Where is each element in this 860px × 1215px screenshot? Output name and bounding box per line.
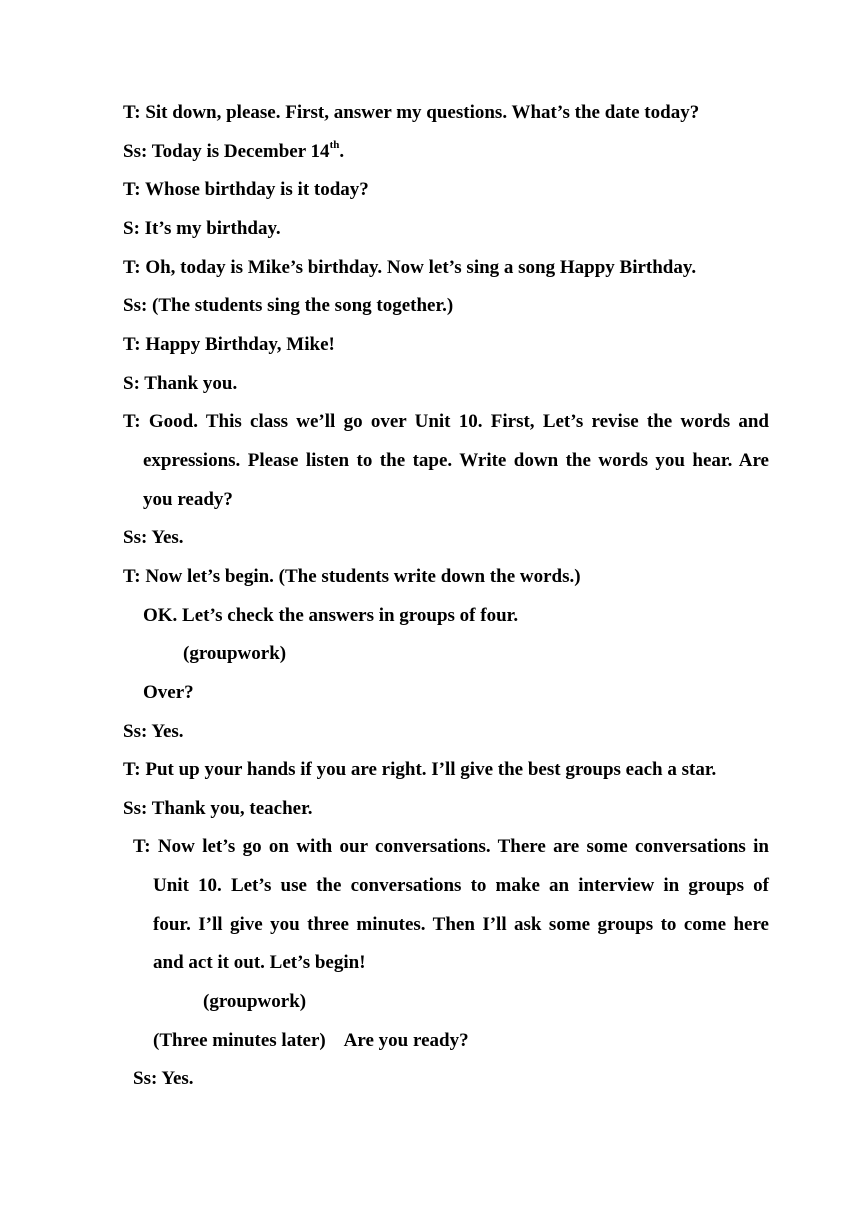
dialogue-line: T: Put up your hands if you are right. I’ll give the best groups each a star. bbox=[123, 759, 717, 780]
dialogue-line: Over? bbox=[143, 682, 194, 703]
dialogue-line: T: Oh, today is Mike’s birthday. Now let’s sing a song Happy Birthday. bbox=[123, 257, 697, 278]
dialogue-line: and act it out. Let’s begin! bbox=[153, 952, 366, 973]
dialogue-line: you ready? bbox=[143, 489, 233, 510]
dialogue-line: (groupwork) bbox=[203, 991, 307, 1012]
dialogue-line: Ss: Thank you, teacher. bbox=[123, 798, 313, 819]
dialogue-line: (groupwork) bbox=[183, 643, 287, 664]
dialogue-line: Unit 10. Let’s use the conversations to make an interview in groups of bbox=[153, 875, 769, 896]
dialogue-line: T: Good. This class we’ll go over Unit 10. First, Let’s revise the words and bbox=[123, 411, 769, 432]
dialogue-line: T: Now let’s go on with our conversations. There are some conversations in bbox=[133, 836, 769, 857]
dialogue-line: Ss: (The students sing the song together.) bbox=[123, 295, 454, 316]
dialogue-line: T: Whose birthday is it today? bbox=[123, 179, 369, 200]
dialogue-line: T: Happy Birthday, Mike! bbox=[123, 334, 335, 355]
dialogue-line: Ss: Yes. bbox=[133, 1068, 194, 1089]
dialogue-line: Ss: Yes. bbox=[123, 527, 184, 548]
dialogue-line: four. I’ll give you three minutes. Then I’ll ask some groups to come here bbox=[153, 914, 769, 935]
dialogue-line: S: It’s my birthday. bbox=[123, 218, 281, 239]
dialogue-text: . bbox=[339, 141, 345, 162]
dialogue-line: S: Thank you. bbox=[123, 373, 238, 394]
dialogue-text: Ss: Today is December 14 bbox=[123, 141, 330, 162]
dialogue-line: Ss: Yes. bbox=[123, 721, 184, 742]
dialogue-line bbox=[123, 140, 344, 164]
dialogue-line: expressions. Please listen to the tape. Write down the words you hear. Are bbox=[143, 450, 769, 471]
dialogue-line: OK. Let’s check the answers in groups of four. bbox=[143, 605, 519, 626]
dialogue-line: T: Sit down, please. First, answer my questions. What’s the date today? bbox=[123, 102, 700, 123]
ordinal-suffix: th bbox=[329, 138, 340, 151]
dialogue-line: (Three minutes later) Are you ready? bbox=[153, 1030, 469, 1051]
dialogue-line: T: Now let’s begin. (The students write down the words.) bbox=[123, 566, 581, 587]
